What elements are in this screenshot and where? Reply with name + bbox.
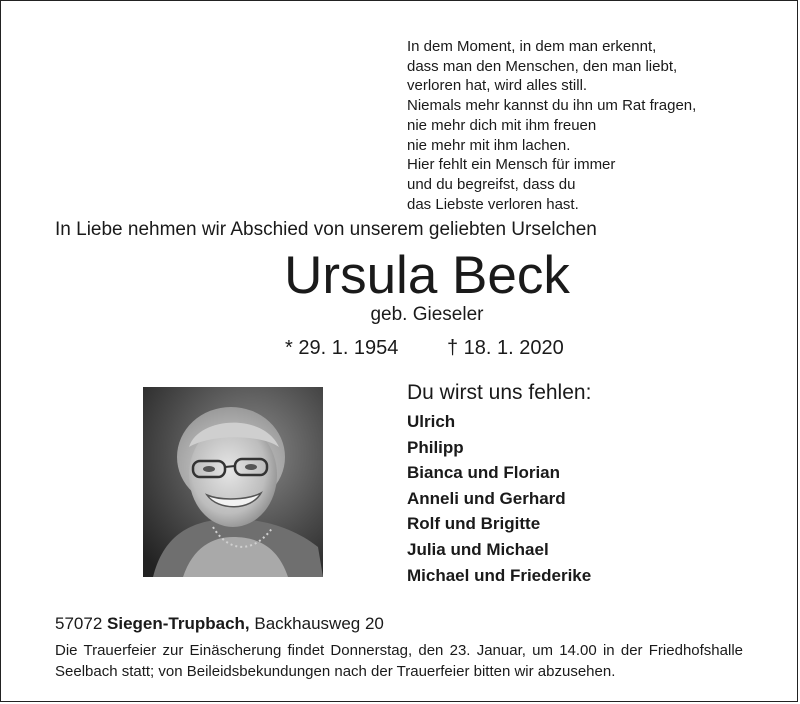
list-item: Bianca und Florian (407, 463, 561, 483)
poem-line: Hier fehlt ein Mensch für immer (407, 156, 616, 174)
address-city: Siegen-Trupbach, (107, 614, 250, 633)
poem-line: nie mehr mit ihm lachen. (407, 136, 571, 154)
mourners-title: Du wirst uns fehlen: (407, 381, 592, 404)
list-item: Rolf und Brigitte (407, 514, 541, 534)
list-item: Ulrich (407, 412, 456, 431)
birth-date: * 29. 1. 1954 (285, 337, 399, 359)
deceased-name: Ursula Beck (284, 246, 570, 305)
poem-line: und du begreifst, dass du (407, 175, 576, 193)
funeral-notice: Die Trauerfeier zur Einäscherung findet Donnerstag, den 23. Januar, um 14.00 in der Friedhofshalle Seelbach statt; von Beileidsbekundungen nach der Trauerfeier bitten wir abzusehen. (55, 642, 743, 680)
list-item: Philipp (407, 437, 464, 457)
portrait-photo-icon (143, 387, 323, 577)
poem-line: nie mehr dich mit ihm freuen (407, 116, 597, 134)
death-date: † 18. 1. 2020 (447, 337, 564, 359)
mourners-list (407, 409, 591, 588)
maiden-name: geb. Gieseler (370, 304, 484, 325)
address-street: Backhausweg 20 (254, 614, 384, 633)
poem-line: Niemals mehr kannst du ihn um Rat fragen, (407, 97, 697, 115)
poem-line: dass man den Menschen, den man liebt, (407, 57, 678, 75)
poem-line: In dem Moment, in dem man erkennt, (407, 38, 657, 55)
address-postcode: 57072 (55, 614, 103, 633)
address (55, 614, 384, 634)
list-item: Anneli und Gerhard (407, 488, 566, 508)
poem (407, 37, 696, 214)
portrait-photo (143, 387, 323, 577)
list-item: Michael und Friederike (407, 565, 592, 585)
intro-line: In Liebe nehmen wir Abschied von unserem geliebten Urselchen (55, 219, 597, 240)
poem-line: verloren hat, wird alles still. (407, 77, 588, 95)
list-item: Julia und Michael (407, 539, 549, 559)
poem-line: das Liebste verloren hast. (407, 195, 579, 213)
